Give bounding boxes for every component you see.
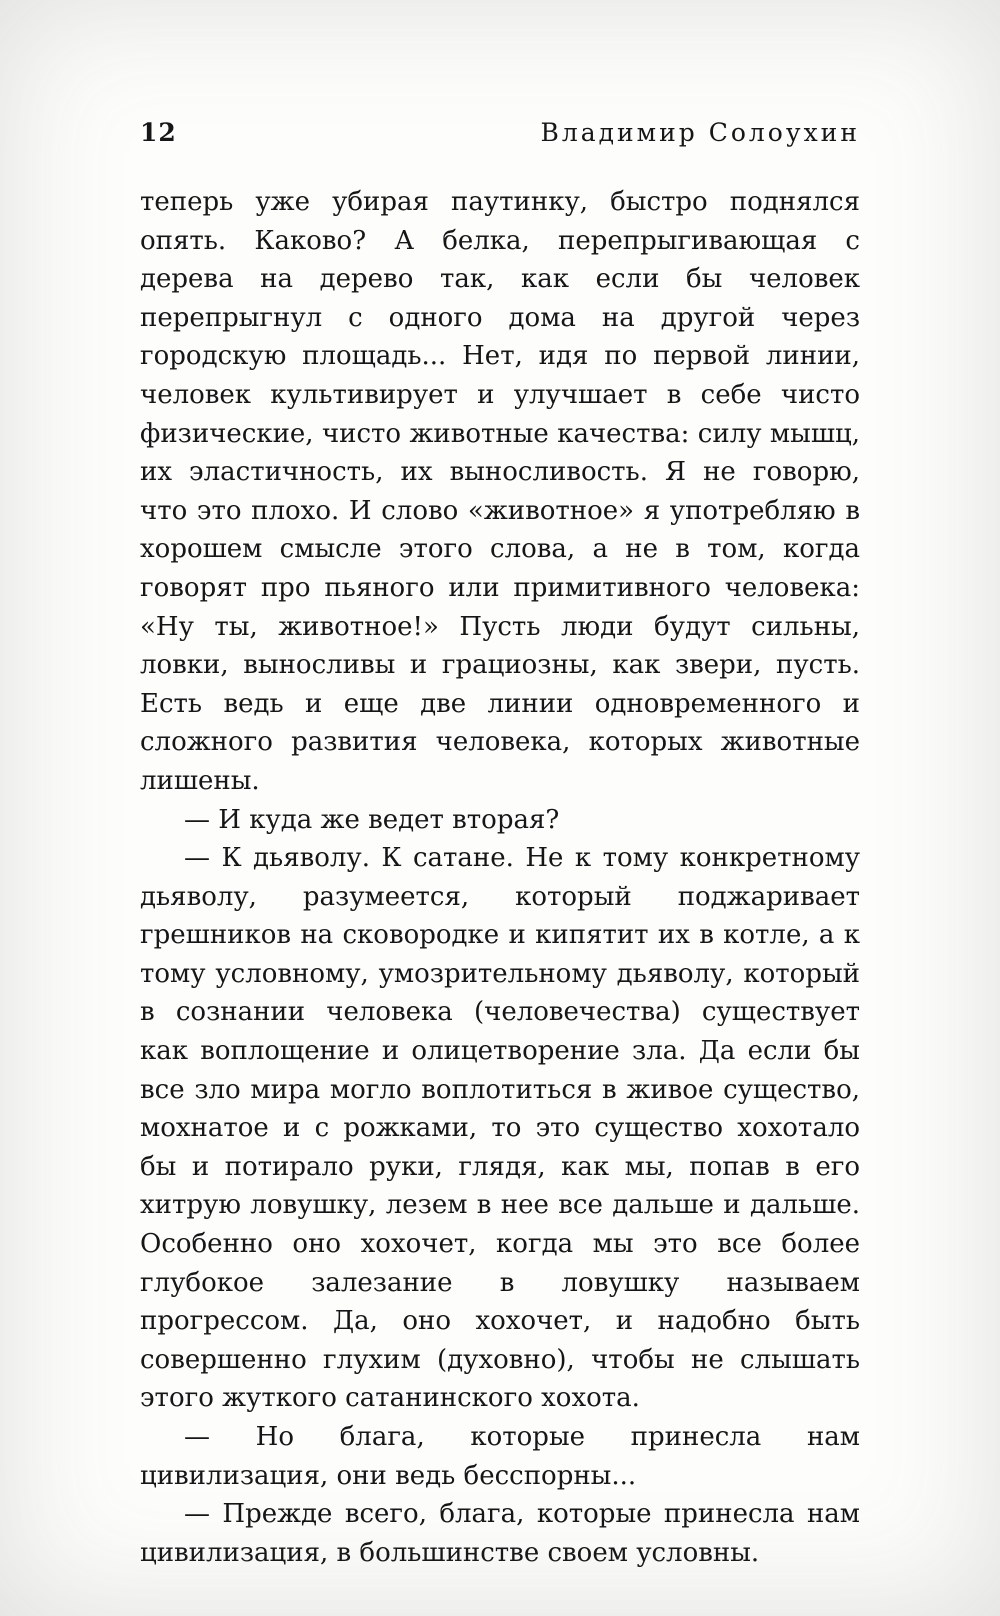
body-paragraph: — И куда же ведет вторая? [184,804,560,835]
page-header [140,120,860,145]
running-title: Владимир Солоухин [540,118,860,147]
body-paragraph: — Прежде всего, блага, которые принесла нам цивилизация, в большинстве своем условны. [140,1499,860,1568]
body-paragraph: теперь уже убирая паутинку, быстро поднялся опять. Каково? А белка, перепрыгивающая с дерева на дерево так, как если бы человек перепрыгнул с одного дома на другой через городскую площадь... Нет, идя по первой линии, человек культивирует и улучшает в себе чисто физические, чисто животные качества: силу мышц, их эластичность, их выносливость. Я не говорю, что это плохо. И слово «животное» я употребляю в хорошем смысле этого слова, а не в том, когда говорят про пьяного или примитивного человека: «Ну ты, животное!» Пусть люди будут сильны, ловки, выносливы и грациозны, как звери, пусть. Есть ведь и еще две линии одновременного и сложного развития человека, которых животные лишены. [140,187,860,796]
body-paragraph: — Но блага, которые принесла нам цивилизация, они ведь бесспорны... [140,1422,860,1491]
text-block [140,183,860,1572]
body-paragraph: — К дьяволу. К сатане. Не к тому конкретному дьяволу, разумеется, который поджаривает грешников на сковородке и кипятит их в котле, а к тому условному, умозрительному дьяволу, который в сознании человека (человечества) существует как воплощение и олицетворение зла. Да если бы все зло мира могло воплотиться в живое существо, мохнатое и с рожками, то это существо хохотало бы и потирало руки, глядя, как мы, попав в его хитрую ловушку, лезем в нее все дальше и дальше. Особенно оно хохочет, когда мы это все более глубокое залезание в ловушку называем прогрессом. Да, оно хохочет, и надобно быть совершенно глухим (духовно), чтобы не слышать этого жуткого сатанинского хохота. [140,843,860,1414]
page-number: 12 [140,118,177,147]
